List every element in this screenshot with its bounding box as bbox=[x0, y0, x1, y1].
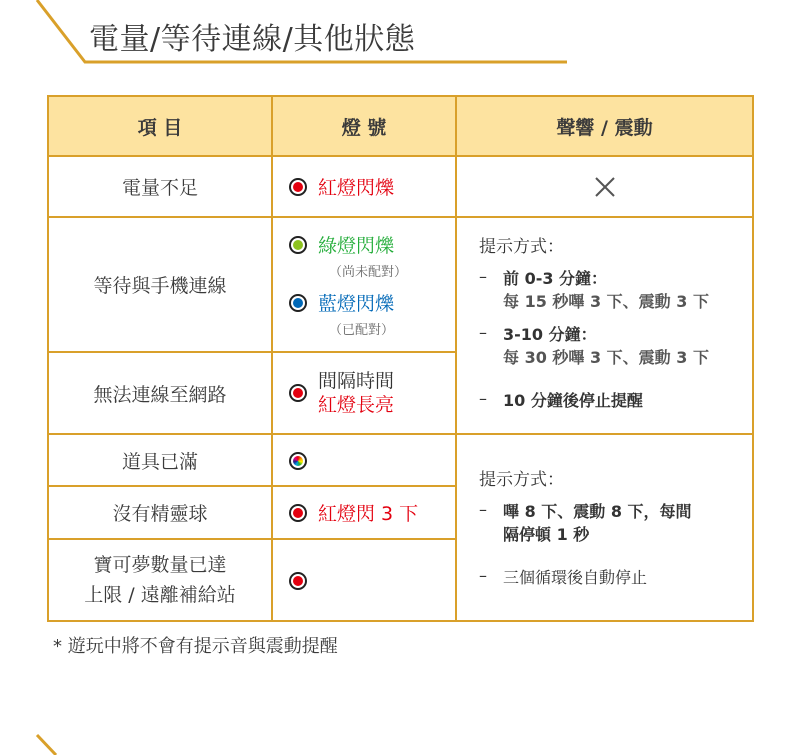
header-sound: 聲響 / 震動 bbox=[456, 96, 753, 156]
sound-rule-line: 三個循環後自動停止 bbox=[503, 568, 648, 587]
row-item: 無法連線至網路 bbox=[48, 352, 272, 434]
light-label: 綠燈閃爍 bbox=[318, 235, 395, 257]
row-sound bbox=[456, 156, 753, 217]
table-row bbox=[48, 434, 753, 486]
row-item: 沒有精靈球 bbox=[48, 486, 272, 539]
sound-rule-line: 前 0-3 分鐘： bbox=[503, 269, 608, 288]
sound-rule-line: 3-10 分鐘： bbox=[503, 325, 597, 344]
header-item: 項 目 bbox=[48, 96, 272, 156]
footnote: * 遊玩中將不會有提示音與震動提醒 bbox=[53, 636, 338, 657]
row-light bbox=[272, 486, 456, 539]
table-row bbox=[48, 156, 753, 217]
light-label: 藍燈閃爍 bbox=[318, 293, 395, 315]
row-sound bbox=[456, 434, 753, 621]
light-note: （已配對） bbox=[329, 323, 395, 338]
sound-mode-title: 提示方式： bbox=[479, 470, 564, 490]
red-light-icon bbox=[289, 178, 307, 196]
section-title: 電量/等待連線/其他狀態 bbox=[89, 22, 416, 57]
sound-rule: – 前 0-3 分鐘： 每 15 秒嗶 3 下、震動 3 下 bbox=[479, 267, 709, 311]
sound-rule: – 3-10 分鐘： 每 30 秒嗶 3 下、震動 3 下 bbox=[479, 323, 709, 367]
table-row bbox=[48, 217, 753, 352]
red-light-icon bbox=[289, 504, 307, 522]
row-light bbox=[272, 217, 456, 352]
table-header-row bbox=[48, 96, 753, 156]
row-sound bbox=[456, 217, 753, 434]
sound-rule-line: 嗶 8 下、震動 8 下，每間 bbox=[503, 502, 692, 521]
sound-rule-line: 10 分鐘後停止提醒 bbox=[503, 391, 643, 410]
sound-rule: – 嗶 8 下、震動 8 下，每間 隔停頓 1 秒 bbox=[479, 500, 692, 544]
section-heading bbox=[0, 0, 800, 70]
header-light: 燈 號 bbox=[272, 96, 456, 156]
blue-light-icon bbox=[289, 294, 307, 312]
row-light bbox=[272, 352, 456, 434]
row-item: 道具已滿 bbox=[48, 434, 272, 486]
light-note: （尚未配對） bbox=[329, 265, 408, 280]
green-light-icon bbox=[289, 236, 307, 254]
red-light-icon bbox=[289, 572, 307, 590]
row-item-line: 寶可夢數量已達 bbox=[93, 554, 227, 576]
row-item-line: 上限 / 遠離補給站 bbox=[84, 584, 236, 606]
row-light bbox=[272, 539, 456, 621]
heading-decoration bbox=[0, 725, 800, 755]
status-table bbox=[47, 95, 754, 622]
sound-rule-line: 每 30 秒嗶 3 下、震動 3 下 bbox=[503, 348, 709, 367]
row-item: 電量不足 bbox=[48, 156, 272, 217]
rainbow-light-icon bbox=[289, 452, 307, 470]
sound-rule-line: 每 15 秒嗶 3 下、震動 3 下 bbox=[503, 292, 709, 311]
next-section-heading-decoration bbox=[0, 725, 800, 755]
sound-rule: – 10 分鐘後停止提醒 bbox=[479, 389, 643, 410]
row-light bbox=[272, 434, 456, 486]
light-label: 紅燈長亮 bbox=[318, 394, 395, 416]
red-light-icon bbox=[289, 384, 307, 402]
row-item: 等待與手機連線 bbox=[48, 217, 272, 352]
sound-rule-line: 隔停頓 1 秒 bbox=[503, 525, 590, 544]
light-interval-label: 間隔時間 bbox=[318, 370, 395, 392]
row-item bbox=[48, 539, 272, 621]
row-light bbox=[272, 156, 456, 217]
light-label: 紅燈閃爍 bbox=[318, 177, 395, 199]
sound-rule: – 三個循環後自動停止 bbox=[479, 566, 648, 587]
light-label: 紅燈閃 3 下 bbox=[318, 503, 419, 525]
x-icon bbox=[594, 176, 616, 198]
sound-mode-title: 提示方式： bbox=[479, 237, 564, 257]
